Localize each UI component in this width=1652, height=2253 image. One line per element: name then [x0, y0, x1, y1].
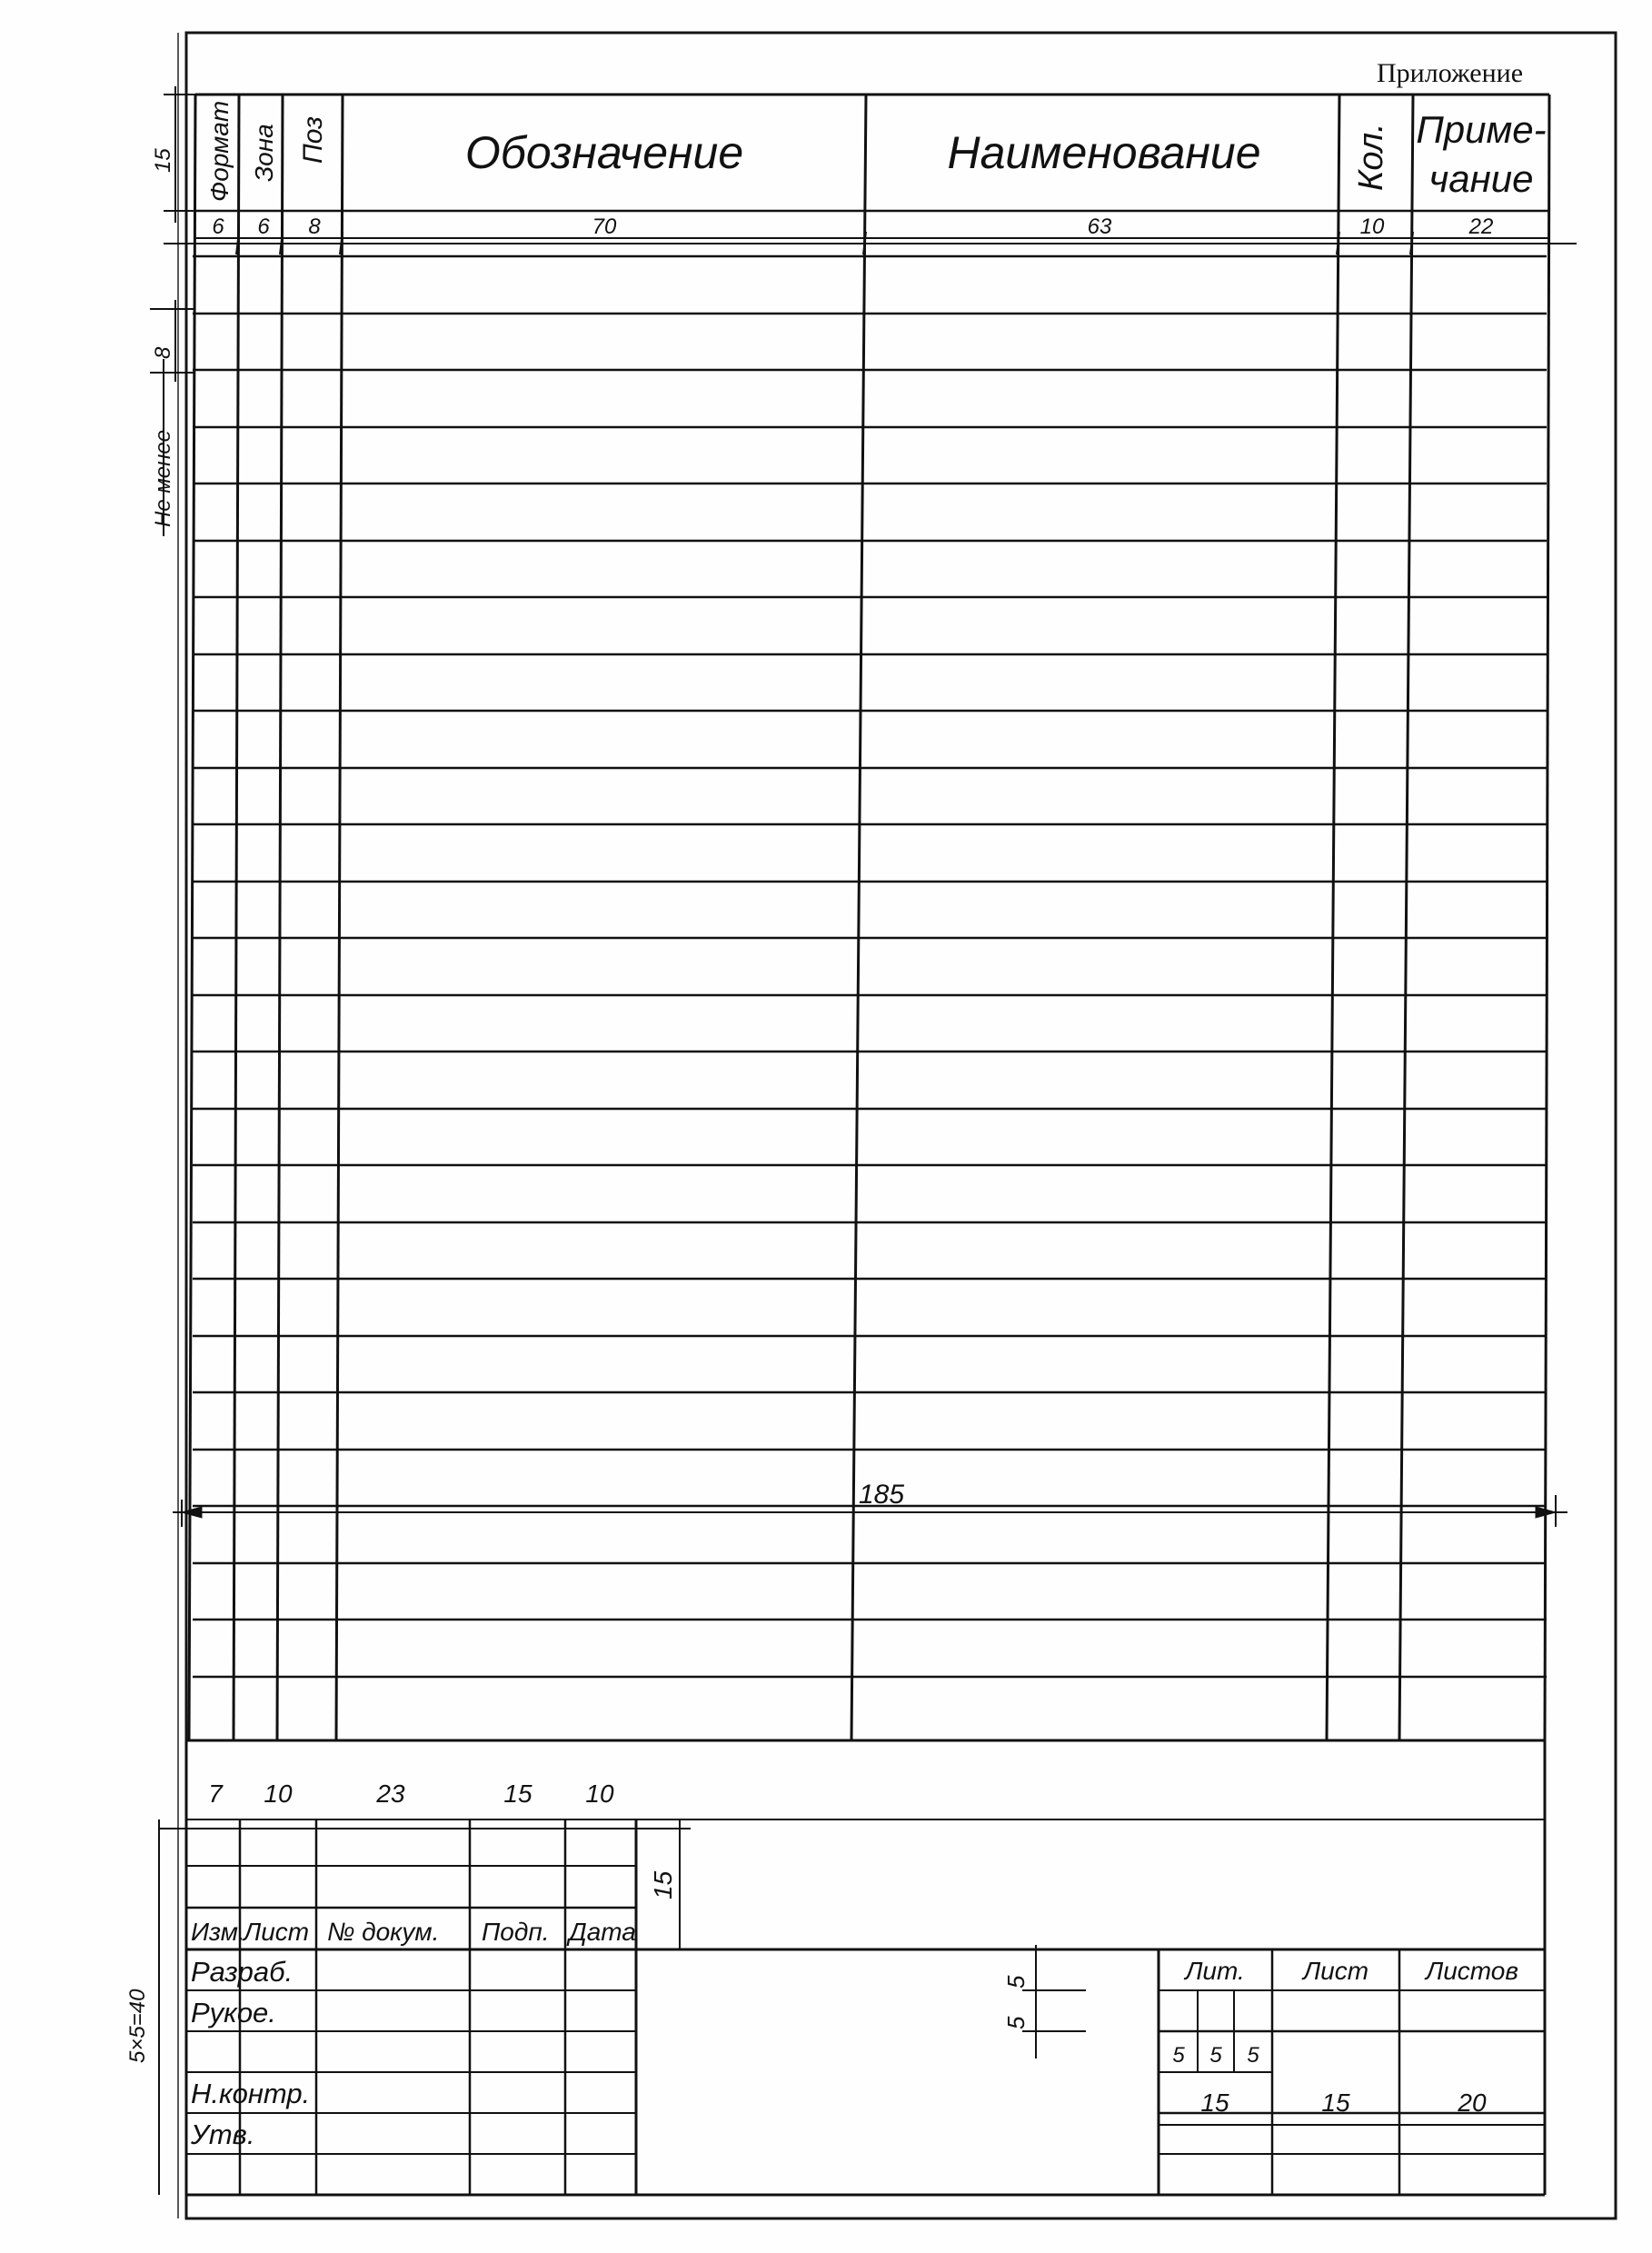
appendix-label: Приложение: [1377, 58, 1524, 88]
width-note: 22: [1468, 214, 1494, 239]
tb-header-sheet: Лист: [244, 1918, 310, 1946]
tb-small-dim-2: 5: [1002, 2016, 1030, 2029]
dim-row-height: 8: [151, 346, 175, 359]
tb-width-4: 15: [503, 1779, 532, 1808]
total-width-label: 185: [859, 1480, 905, 1510]
tb-header-date: Дата: [569, 1918, 636, 1946]
tb-row-developer: Разраб.: [191, 1956, 294, 1988]
header-note-line1: Приме-: [1416, 108, 1547, 151]
width-name: 63: [1087, 214, 1112, 239]
tb-left-dim: 5×5=40: [125, 1989, 150, 2063]
dim-row-height-note: Не менее: [151, 429, 175, 527]
width-designation: 70: [592, 214, 617, 239]
header-name: Наименование: [947, 127, 1261, 178]
tb-width-1: 7: [208, 1779, 223, 1808]
tb-width-3: 23: [376, 1779, 405, 1808]
header-note-line2: чание: [1428, 157, 1534, 200]
tb-width-5: 10: [585, 1779, 614, 1808]
tb-row-approved: Утв.: [191, 2118, 255, 2150]
tb-bottom-dim-3: 20: [1458, 2089, 1487, 2117]
tb-row-norm-control: Н.контр.: [191, 2078, 311, 2109]
width-qty: 10: [1359, 214, 1385, 239]
tb-height-dim: 15: [649, 1870, 677, 1899]
tb-small-dim-1: 5: [1002, 1975, 1030, 1989]
title-block-dimensions: [159, 1819, 1545, 2195]
width-format: 6: [212, 214, 224, 239]
header-format: Формат: [205, 100, 234, 202]
width-pos: 8: [308, 214, 321, 239]
tb-sheets: Листов: [1426, 1957, 1518, 1985]
header-designation: Обозначение: [464, 127, 744, 178]
tb-width-2: 10: [264, 1779, 293, 1808]
spec-header-grid: [195, 95, 1549, 238]
tb-lit-sub-2: 5: [1209, 2043, 1222, 2068]
tb-bottom-dim-1: 15: [1200, 2089, 1229, 2117]
outer-border: [186, 33, 1616, 2218]
tb-bottom-dim-2: 15: [1321, 2089, 1350, 2117]
tb-lit-sub-3: 5: [1247, 2043, 1259, 2068]
tb-header-change: Изм.: [191, 1918, 245, 1946]
tb-header-sign: Подп.: [482, 1918, 550, 1946]
header-qty: Кол.: [1352, 123, 1390, 191]
tb-lit-sub-1: 5: [1172, 2043, 1185, 2068]
tb-sheet: Лист: [1302, 1957, 1369, 1985]
dim-header-height: 15: [151, 148, 175, 173]
width-zone: 6: [257, 214, 270, 239]
tb-lit: Лит.: [1185, 1957, 1245, 1985]
header-zone: Зона: [250, 124, 278, 182]
tb-row-supervisor: Рукое.: [191, 1997, 276, 2029]
table-rows: [193, 256, 1547, 1677]
header-pos: Поз: [298, 115, 328, 164]
tb-header-docnum: № докум.: [327, 1918, 440, 1946]
